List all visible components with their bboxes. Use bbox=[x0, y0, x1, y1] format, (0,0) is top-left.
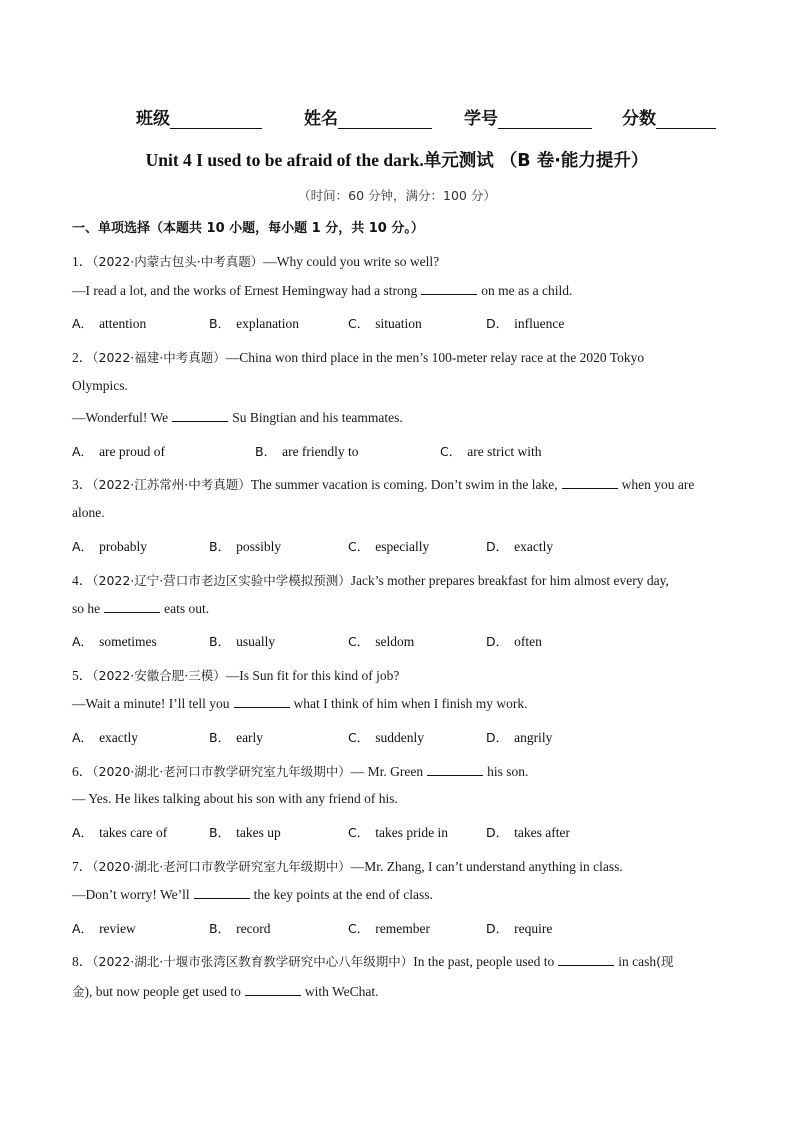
option-letter: B． bbox=[209, 316, 231, 331]
option-b[interactable] bbox=[209, 632, 275, 650]
score-field bbox=[622, 104, 716, 129]
question-text: —Wait a minute! I’ll tell you bbox=[72, 696, 230, 711]
option-letter: B． bbox=[209, 730, 231, 745]
question-source: （2022·辽宁·营口市老边区实验中学模拟预测） bbox=[92, 573, 351, 588]
student-info-row bbox=[136, 104, 736, 130]
option-a[interactable] bbox=[72, 728, 138, 746]
option-letter: B． bbox=[209, 634, 231, 649]
option-b[interactable] bbox=[209, 728, 263, 746]
option-text: takes up bbox=[236, 825, 281, 840]
option-d[interactable] bbox=[486, 919, 552, 937]
answer-blank[interactable] bbox=[562, 477, 618, 489]
option-letter: B． bbox=[209, 921, 231, 936]
option-letter: D． bbox=[486, 634, 509, 649]
option-letter: C． bbox=[348, 921, 370, 936]
page-title bbox=[0, 147, 794, 172]
option-text: sometimes bbox=[99, 634, 157, 649]
option-letter: C． bbox=[348, 825, 370, 840]
option-a[interactable] bbox=[72, 537, 147, 555]
question-text: Su Bingtian and his teammates. bbox=[232, 410, 403, 425]
option-b[interactable] bbox=[209, 537, 281, 555]
option-letter: C． bbox=[348, 539, 370, 554]
option-text: are proud of bbox=[99, 444, 166, 459]
question-source: （2022·内蒙古包头·中考真题） bbox=[92, 254, 264, 269]
question-source: （2020·湖北·老河口市教学研究室九年级期中） bbox=[92, 859, 351, 874]
answer-blank[interactable] bbox=[194, 887, 250, 899]
option-letter: B． bbox=[209, 825, 231, 840]
question-text: —Wonderful! We bbox=[72, 410, 169, 425]
question-8-stem bbox=[72, 950, 674, 970]
question-8-line-2 bbox=[72, 982, 379, 1000]
option-letter: C． bbox=[348, 634, 370, 649]
answer-blank[interactable] bbox=[427, 764, 483, 776]
option-letter: A． bbox=[72, 316, 94, 331]
student-id-label: 学号 bbox=[464, 109, 498, 129]
option-a[interactable] bbox=[72, 314, 146, 332]
question-text: in cash bbox=[618, 954, 657, 969]
option-text: exactly bbox=[99, 730, 139, 745]
question-text: —I read a lot, and the works of Ernest Hemingway had a strong bbox=[72, 283, 418, 298]
answer-blank[interactable] bbox=[421, 283, 477, 295]
option-d[interactable] bbox=[486, 537, 553, 555]
question-2-line-2 bbox=[72, 378, 128, 394]
option-c[interactable] bbox=[440, 442, 541, 460]
option-letter: D． bbox=[486, 825, 509, 840]
option-text: remember bbox=[375, 921, 430, 936]
option-letter: A． bbox=[72, 825, 94, 840]
time-note: （时间：60 分钟，满分：100 分） bbox=[298, 188, 496, 203]
question-text: Jack’s mother prepares breakfast for him almost every day, bbox=[350, 573, 669, 588]
option-a[interactable] bbox=[72, 442, 165, 460]
question-text: —Is Sun fit for this kind of job? bbox=[225, 668, 400, 683]
question-4-line-2 bbox=[72, 601, 209, 617]
question-1-line-2 bbox=[72, 283, 572, 299]
question-source: （2022·湖北·十堰市张湾区教育教学研究中心八年级期中） bbox=[92, 954, 414, 969]
option-letter: D． bbox=[486, 921, 509, 936]
option-letter: D． bbox=[486, 316, 509, 331]
question-text: eats out. bbox=[164, 601, 210, 616]
option-text: especially bbox=[375, 539, 430, 554]
option-text: influence bbox=[514, 316, 565, 331]
title-chinese: 单元测试 （B 卷·能力提升） bbox=[423, 151, 649, 171]
option-a[interactable] bbox=[72, 823, 167, 841]
question-text: ), but now people get used to bbox=[84, 984, 241, 999]
option-c[interactable] bbox=[348, 537, 429, 555]
option-d[interactable] bbox=[486, 314, 564, 332]
question-1-stem bbox=[72, 250, 439, 270]
option-text: situation bbox=[375, 316, 422, 331]
option-c[interactable] bbox=[348, 823, 448, 841]
question-2-line-3 bbox=[72, 410, 403, 426]
option-text: attention bbox=[99, 316, 147, 331]
option-letter: A． bbox=[72, 444, 94, 459]
answer-blank[interactable] bbox=[245, 984, 301, 996]
option-a[interactable] bbox=[72, 632, 157, 650]
option-letter: D． bbox=[486, 539, 509, 554]
option-text: probably bbox=[99, 539, 148, 554]
option-d[interactable] bbox=[486, 632, 542, 650]
name-field bbox=[304, 104, 432, 129]
question-text: 金 bbox=[72, 984, 85, 999]
question-6-line-2 bbox=[72, 791, 398, 807]
option-d[interactable] bbox=[486, 823, 570, 841]
option-letter: B． bbox=[255, 444, 277, 459]
question-source: （2022·江苏常州·中考真题） bbox=[92, 477, 251, 492]
option-letter: C． bbox=[440, 444, 462, 459]
option-text: require bbox=[514, 921, 553, 936]
option-text: are friendly to bbox=[282, 444, 359, 459]
question-text: alone. bbox=[72, 505, 105, 520]
option-text: takes after bbox=[514, 825, 570, 840]
answer-blank[interactable] bbox=[234, 696, 290, 708]
question-text: the key points at the end of class. bbox=[253, 887, 433, 902]
option-a[interactable] bbox=[72, 919, 136, 937]
option-b[interactable] bbox=[209, 314, 299, 332]
question-text: — Yes. He likes talking about his son with any friend of his. bbox=[72, 791, 398, 806]
option-c[interactable] bbox=[348, 632, 414, 650]
option-letter: A． bbox=[72, 730, 94, 745]
class-label: 班级 bbox=[136, 109, 170, 129]
question-text: —China won third place in the men’s 100-meter relay race at the 2020 Tokyo bbox=[225, 350, 645, 365]
name-label: 姓名 bbox=[304, 109, 338, 129]
question-text: —Why could you write so well? bbox=[263, 254, 440, 269]
question-number: 2． bbox=[72, 350, 93, 365]
class-field bbox=[136, 104, 262, 129]
option-d[interactable] bbox=[486, 728, 552, 746]
question-text: —Mr. Zhang, I can’t understand anything in class. bbox=[350, 859, 623, 874]
question-number: 3． bbox=[72, 477, 93, 492]
student-id-blank[interactable] bbox=[498, 110, 592, 129]
option-text: explanation bbox=[236, 316, 300, 331]
question-3-line-2 bbox=[72, 505, 105, 521]
question-2-stem bbox=[72, 346, 644, 366]
question-source: （2022·安徽合肥·三模） bbox=[92, 668, 226, 683]
question-text: when you are bbox=[621, 477, 695, 492]
answer-blank[interactable] bbox=[558, 954, 614, 966]
question-text: The summer vacation is coming. Don’t swim in the lake, bbox=[250, 477, 558, 492]
score-label: 分数 bbox=[622, 109, 656, 129]
section-heading: 一、单项选择（本题共 10 小题，每小题 1 分，共 10 分。） bbox=[72, 221, 424, 236]
option-letter: C． bbox=[348, 316, 370, 331]
option-b[interactable] bbox=[209, 919, 271, 937]
question-number: 6． bbox=[72, 764, 93, 779]
option-letter: A． bbox=[72, 634, 94, 649]
score-blank[interactable] bbox=[656, 110, 716, 129]
option-text: seldom bbox=[375, 634, 415, 649]
title-english: Unit 4 I used to be afraid of the dark. bbox=[145, 150, 424, 170]
option-c[interactable] bbox=[348, 314, 422, 332]
option-letter: A． bbox=[72, 539, 94, 554]
option-text: takes care of bbox=[99, 825, 168, 840]
answer-blank[interactable] bbox=[172, 410, 228, 422]
option-letter: A． bbox=[72, 921, 94, 936]
option-text: early bbox=[236, 730, 264, 745]
option-text: suddenly bbox=[375, 730, 424, 745]
option-b[interactable] bbox=[209, 823, 281, 841]
student-id-field bbox=[464, 104, 592, 129]
question-6-stem bbox=[72, 760, 528, 780]
question-text: Olympics. bbox=[72, 378, 128, 393]
question-5-line-2 bbox=[72, 696, 527, 712]
option-text: review bbox=[99, 921, 136, 936]
option-c[interactable] bbox=[348, 728, 424, 746]
option-text: exactly bbox=[514, 539, 554, 554]
question-text: what I think of him when I finish my work. bbox=[293, 696, 528, 711]
question-text: In the past, people used to bbox=[413, 954, 555, 969]
answer-blank[interactable] bbox=[104, 601, 160, 613]
question-number: 8． bbox=[72, 954, 93, 969]
question-text: —Don’t worry! We’ll bbox=[72, 887, 190, 902]
option-c[interactable] bbox=[348, 919, 430, 937]
option-text: possibly bbox=[236, 539, 282, 554]
question-7-stem bbox=[72, 855, 623, 875]
question-text: (现 bbox=[656, 954, 674, 969]
question-5-stem bbox=[72, 664, 399, 684]
question-3-stem bbox=[72, 473, 694, 493]
name-blank[interactable] bbox=[338, 110, 432, 129]
question-text: on me as a child. bbox=[481, 283, 573, 298]
question-text: so he bbox=[72, 601, 101, 616]
question-number: 4． bbox=[72, 573, 93, 588]
option-text: usually bbox=[236, 634, 276, 649]
question-text: his son. bbox=[487, 764, 529, 779]
question-7-line-2 bbox=[72, 887, 433, 903]
question-4-stem bbox=[72, 569, 669, 589]
option-letter: D． bbox=[486, 730, 509, 745]
option-text: record bbox=[236, 921, 271, 936]
option-text: often bbox=[514, 634, 542, 649]
class-blank[interactable] bbox=[170, 110, 262, 129]
question-number: 7． bbox=[72, 859, 93, 874]
question-number: 1． bbox=[72, 254, 93, 269]
option-text: takes pride in bbox=[375, 825, 448, 840]
option-letter: C． bbox=[348, 730, 370, 745]
question-number: 5． bbox=[72, 668, 93, 683]
question-text: — Mr. Green bbox=[350, 764, 424, 779]
option-letter: B． bbox=[209, 539, 231, 554]
option-text: are strict with bbox=[467, 444, 542, 459]
question-text: with WeChat. bbox=[304, 984, 379, 999]
question-source: （2022·福建·中考真题） bbox=[92, 350, 226, 365]
question-source: （2020·湖北·老河口市教学研究室九年级期中） bbox=[92, 764, 351, 779]
option-b[interactable] bbox=[255, 442, 359, 460]
option-text: angrily bbox=[514, 730, 553, 745]
